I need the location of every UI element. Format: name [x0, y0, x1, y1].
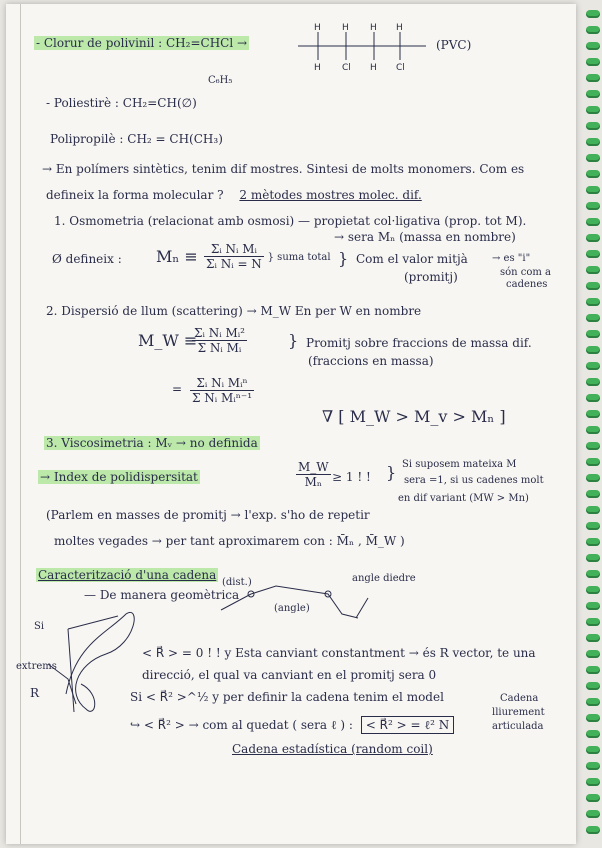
mw-numerator: Σᵢ Nᵢ Mᵢ²: [194, 326, 245, 340]
pdi-note-1: Si suposem mateixa M: [402, 459, 517, 470]
line-synthetic-polymers: → En polímers sintètics, tenim dif mostres. Sintesi de molts monomers. Com es: [42, 162, 525, 176]
total-sum-note: } suma total: [267, 252, 331, 263]
mass-inequality: ∇ [ M_W > M_v > Mₙ ]: [322, 407, 506, 426]
pdi-numerator: M_W: [298, 460, 329, 474]
viscometry-text: 3. Viscosimetria : Mᵥ → no definida: [46, 436, 258, 450]
svg-text:H: H: [342, 23, 349, 33]
osmometry-text: 1. Osmometria (relacionat amb osmosi) — propietat col·ligativa (prop. tot M).: [54, 214, 527, 228]
spiral-binding: [574, 0, 602, 848]
r-label: R: [30, 686, 40, 700]
pvc-structure-drawing: [6, 4, 576, 94]
line-light-scattering: 2. Dispersió de llum (scattering) → M_W En per W en nombre: [46, 304, 422, 318]
mass-fraction-sub: (fraccions en massa): [308, 354, 434, 368]
notebook-page: [6, 4, 576, 844]
svg-text:Cl: Cl: [342, 63, 351, 73]
brace-mw: }: [288, 331, 299, 350]
margin-line: [20, 4, 21, 844]
coil-ring: [586, 154, 600, 162]
mz-fraction: [190, 376, 254, 405]
coil-ring: [586, 634, 600, 642]
boxed-formula: < R⃗² > = ℓ² N: [361, 716, 454, 734]
coil-ring: [586, 826, 600, 834]
pdi-denominator: Mₙ: [304, 475, 323, 489]
pdi-fraction: [296, 460, 331, 489]
line-mn-mass: → sera Mₙ (massa en nombre): [334, 230, 516, 244]
average-note: (promitj): [404, 270, 458, 284]
line-approximation: moltes vegades → per tant aproximarem con : M̄ₙ , M̄_W ): [54, 534, 405, 548]
coil-ring: [586, 282, 600, 290]
line-geometric: — De manera geomètrica: [84, 588, 240, 602]
line-osmometry: [54, 214, 526, 228]
svg-text:Cl: Cl: [396, 63, 405, 73]
line-viscometry: [44, 436, 260, 450]
coil-ring: [586, 618, 600, 626]
mw-fraction: [192, 326, 247, 355]
two-methods: 2 mètodes mostres molec. dif.: [239, 188, 422, 202]
coil-ring: [586, 362, 600, 370]
coil-ring: [586, 10, 600, 18]
coil-ring: [586, 218, 600, 226]
mn-denominator: Σᵢ Nᵢ = N: [206, 257, 262, 271]
freely-note-3: articulada: [492, 721, 544, 732]
si-label: Si: [34, 621, 45, 632]
coil-ring: [586, 266, 600, 274]
line-polydispersity: [38, 470, 200, 484]
coil-ring: [586, 314, 600, 322]
mn-fraction: [204, 242, 331, 271]
line-molecular-form: [46, 188, 422, 202]
svg-text:H: H: [370, 63, 377, 73]
coil-ring: [586, 650, 600, 658]
coil-ring: [586, 202, 600, 210]
line-polypropylene: Polipropilè : CH₂ = CH(CH₃): [50, 132, 223, 146]
dihedral-label: angle diedre: [352, 573, 416, 584]
line-r-vector: < R⃗ > = 0 ! ! y Esta canviant constantment → és R vector, te una: [142, 646, 536, 660]
coil-ring: [586, 58, 600, 66]
coil-ring: [586, 730, 600, 738]
coil-ring: [586, 394, 600, 402]
line-random-coil: [232, 742, 433, 756]
coil-ring: [586, 666, 600, 674]
coil-ring: [586, 714, 600, 722]
coil-ring: [586, 410, 600, 418]
coil-ring: [586, 346, 600, 354]
pdi-note-2: sera =1, si us cadenes molt: [404, 475, 544, 486]
mw-denominator: Σ Nᵢ Mᵢ: [197, 341, 242, 355]
phenyl-label: C₆H₅: [208, 75, 233, 86]
coil-ring: [586, 74, 600, 82]
line-defines: Ø defineix :: [52, 252, 122, 266]
section-heading: [36, 568, 218, 582]
coil-ring: [586, 570, 600, 578]
brace: }: [338, 249, 349, 268]
mz-symbol: =: [172, 382, 183, 396]
freely-jointed-text: ↪ < R⃗² > → com al quedat ( sera ℓ ) :: [130, 718, 353, 732]
coil-ring: [586, 746, 600, 754]
svg-text:H: H: [370, 23, 377, 33]
coil-ring: [586, 490, 600, 498]
coil-ring: [586, 442, 600, 450]
coil-ring: [586, 586, 600, 594]
coil-ring: [586, 138, 600, 146]
coil-ring: [586, 778, 600, 786]
mw-symbol: M_W ≡: [138, 331, 198, 350]
extremes-label: extrems: [16, 661, 57, 672]
line-polystyrene: - Poliestirè : CH₂=CH(∅): [46, 96, 197, 110]
pdi-inequality: ≥ 1 ! !: [332, 470, 371, 484]
coil-ring: [586, 170, 600, 178]
coil-ring: [586, 90, 600, 98]
coil-ring: [586, 234, 600, 242]
mean-value-note: Com el valor mitjà: [356, 252, 468, 266]
line-freely-jointed: [130, 718, 454, 732]
random-coil-text: Cadena estadística (random coil): [232, 742, 433, 756]
coil-ring: [586, 330, 600, 338]
chain-characterization-title: Caracterització d'una cadena: [38, 568, 217, 582]
coil-ring: [586, 378, 600, 386]
coil-ring: [586, 602, 600, 610]
coil-ring: [586, 106, 600, 114]
coil-ring: [586, 506, 600, 514]
question-text: defineix la forma molecular ?: [46, 188, 224, 202]
side-note-2: són com a: [500, 267, 552, 278]
pvc-formula: - Clorur de polivinil : CH₂=CHCl →: [36, 36, 248, 50]
svg-text:H: H: [314, 63, 321, 73]
coil-ring: [586, 122, 600, 130]
pvc-label: (PVC): [436, 38, 472, 52]
line-direction: direcció, el qual va canviant en el promitj sera 0: [142, 668, 437, 682]
line-r-squared: Si < R⃗² >^½ y per definir la cadena tenim el model: [130, 690, 444, 704]
svg-text:H: H: [314, 23, 321, 33]
dist-label: (dist.): [222, 577, 252, 588]
svg-text:H: H: [396, 23, 403, 33]
side-note-1: → es "i": [492, 253, 531, 264]
mn-symbol: Mₙ ≡: [156, 247, 198, 266]
coil-ring: [586, 42, 600, 50]
pdi-note-3: en dif variant (MW > Mn): [398, 493, 529, 504]
mz-denominator: Σ Nᵢ Mᵢⁿ⁻¹: [192, 391, 253, 405]
coil-ring: [586, 522, 600, 530]
coil-ring: [586, 474, 600, 482]
coil-ring: [586, 250, 600, 258]
coil-ring: [586, 794, 600, 802]
coil-ring: [586, 682, 600, 690]
mz-numerator: Σᵢ Nᵢ Mᵢⁿ: [190, 376, 254, 391]
line-average-masses: (Parlem en masses de promitj → l'exp. s'ho de repetir: [46, 508, 370, 522]
coil-ring: [586, 186, 600, 194]
coil-ring: [586, 426, 600, 434]
mn-numerator: Σᵢ Nᵢ Mᵢ: [204, 242, 264, 257]
freely-note-2: lliurement: [492, 707, 545, 718]
coil-ring: [586, 298, 600, 306]
coil-ring: [586, 458, 600, 466]
coil-ring: [586, 762, 600, 770]
side-note-3: cadenes: [506, 279, 548, 290]
freely-note-1: Cadena: [500, 693, 539, 704]
coil-ring: [586, 698, 600, 706]
coil-ring: [586, 810, 600, 818]
polydispersity-label: → Index de polidispersitat: [40, 470, 198, 484]
coil-ring: [586, 554, 600, 562]
coil-ring: [586, 538, 600, 546]
coil-ring: [586, 26, 600, 34]
angle-label: (angle): [274, 603, 310, 614]
mass-fraction-note: Promitj sobre fraccions de massa dif.: [306, 336, 532, 350]
brace-pdi: }: [386, 463, 397, 482]
